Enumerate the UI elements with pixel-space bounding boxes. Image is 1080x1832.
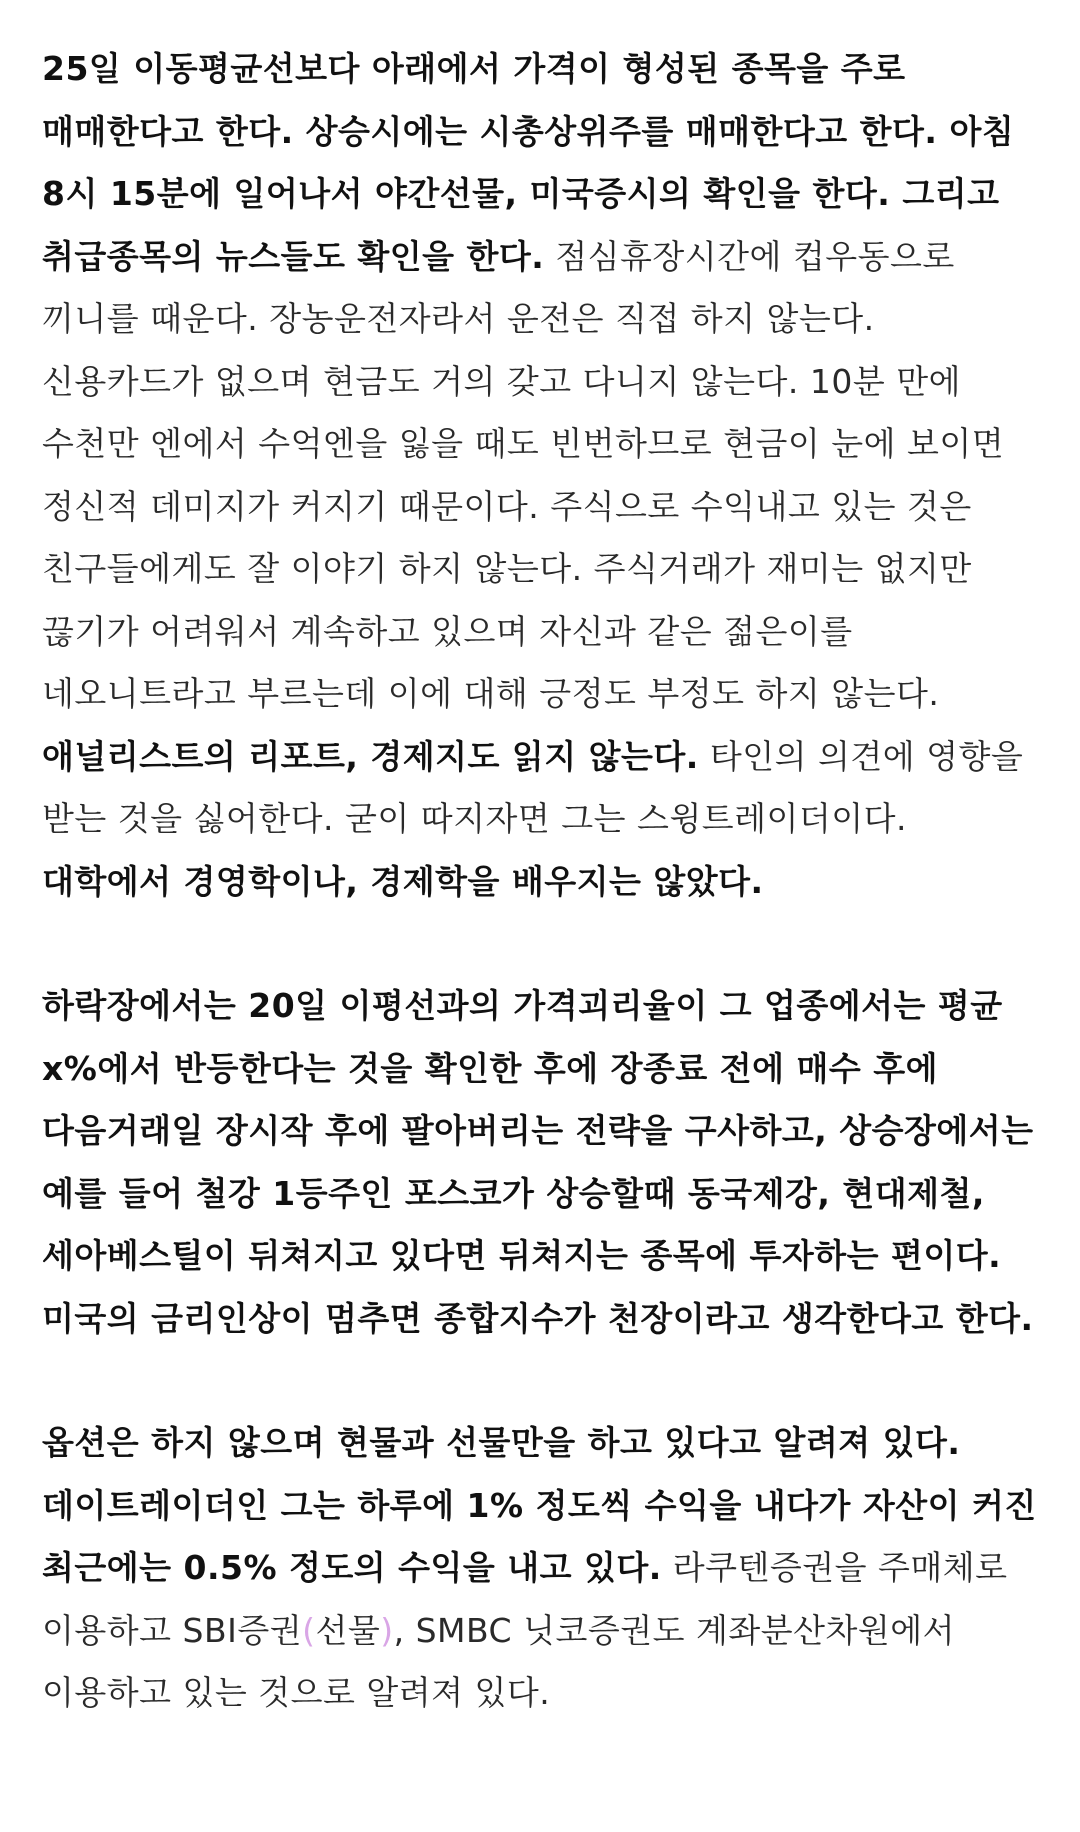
text-run: 애널리스트의 리포트, 경제지도 읽지 않는다. (42, 736, 699, 776)
text-run: , SMBC 닛코증권도 계좌분산차원에서 이용하고 있는 것으로 알려져 있다. (42, 1610, 955, 1712)
paragraph-3 (42, 1412, 1042, 1725)
paren-open: ( (302, 1610, 316, 1650)
article-body (42, 38, 1042, 1725)
text-run: 타인의 의견에 영향을 받는 것을 싫어한다. 굳이 따지자면 그는 스윙트레이더이다. (42, 736, 1024, 838)
text-run: 라쿠텐증권을 주매체로 이용하고 SBI증권 (42, 1548, 1008, 1650)
paragraph-1 (42, 38, 1042, 913)
text-run: 25일 이동평균선보다 아래에서 가격이 형성된 종목을 주로 매매한다고 한다. 상승시에는 시총상위주를 매매한다고 한다. 아침 8시 15분에 일어나서 야간선물, 미국증시의 확인을 한다. 그리고 취급종목의 뉴스들도 확인을 한다. (42, 49, 1015, 276)
text-run: 하락장에서는 20일 이평선과의 가격괴리율이 그 업종에서는 평균 x%에서 반등한다는 것을 확인한 후에 장종료 전에 매수 후에 다음거래일 장시작 후에 팔아버리는 전략을 구사하고, 상승장에서는 예를 들어 철강 1등주인 포스코가 상승할때 동국제강, 현대제철, 세아베스틸이 뒤쳐지고 있다면 뒤쳐지는 종목에 투자하는 편이다. 미국의 금리인상이 멈추면 종합지수가 천장이라고 생각한다고 한다. (42, 986, 1034, 1338)
paragraph-2 (42, 975, 1042, 1350)
text-run: 점심휴장시간에 컵우동으로 끼니를 때운다. 장농운전자라서 운전은 직접 하지 않는다. 신용카드가 없으며 현금도 거의 갖고 다니지 않는다. 10분 만에 수천만 엔에서 수억엔을 잃을 때도 빈번하므로 현금이 눈에 보이면 정신적 데미지가 커지기 때문이다. 주식으로 수익내고 있는 것은 친구들에게도 잘 이야기 하지 않는다. 주식거래가 재미는 없지만 끊기가 어려워서 계속하고 있으며 자신과 같은 젊은이를 네오니트라고 부르는데 이에 대해 긍정도 부정도 하지 않는다. (42, 236, 1005, 713)
text-run: 대학에서 경영학이나, 경제학을 배우지는 않았다. (42, 861, 764, 901)
paren-close: ) (380, 1610, 394, 1650)
text-run: 선물 (315, 1610, 381, 1650)
text-run: 옵션은 하지 않으며 현물과 선물만을 하고 있다고 알려져 있다. 데이트레이더인 그는 하루에 1% 정도씩 수익을 내다가 자산이 커진 최근에는 0.5% 정도의 수익을 내고 있다. (42, 1423, 1037, 1587)
